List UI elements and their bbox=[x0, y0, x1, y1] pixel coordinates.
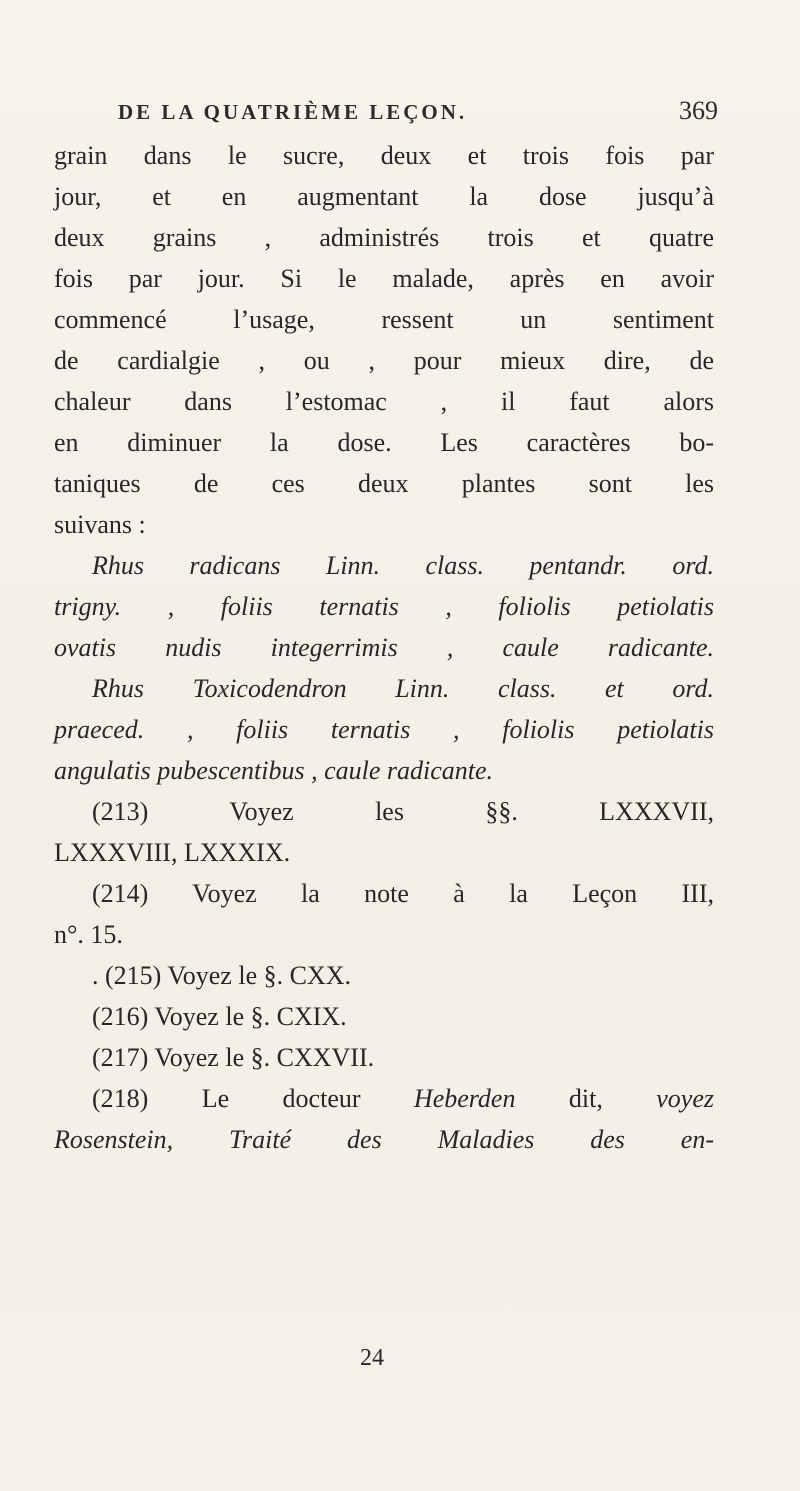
note-line: Rosenstein, Traité des Maladies des en- bbox=[54, 1125, 714, 1154]
note-line: (217) Voyez le §. CXXVII. bbox=[92, 1043, 375, 1072]
body-text bbox=[54, 135, 714, 1160]
note-218-voyez: voyez bbox=[656, 1084, 714, 1113]
text-line: chaleur dans l’estomac , il faut alors bbox=[54, 387, 714, 416]
text-line: en diminuer la dose. Les caractères bo- bbox=[54, 428, 714, 457]
signature-number: 24 bbox=[360, 1345, 384, 1371]
text-line: fois par jour. Si le malade, après en avoir bbox=[54, 264, 714, 293]
text-line: commencé l’usage, ressent un sentiment bbox=[54, 305, 714, 334]
text-line: suivans : bbox=[54, 510, 146, 539]
botanical-description-line: Rhus Toxicodendron Linn. class. et ord. bbox=[92, 674, 714, 703]
author-name: Heberden bbox=[413, 1084, 516, 1113]
note-218-mid: dit, bbox=[515, 1084, 657, 1113]
page-number: 369 bbox=[679, 96, 718, 125]
note-line-218 bbox=[54, 1078, 714, 1119]
page-header bbox=[118, 96, 718, 132]
botanical-description-line: trigny. , foliis ternatis , foliolis petiolatis bbox=[54, 592, 714, 621]
note-line: . (215) Voyez le §. CXX. bbox=[92, 961, 352, 990]
note-line: (216) Voyez le §. CXIX. bbox=[92, 1002, 347, 1031]
botanical-description-line: praeced. , foliis ternatis , foliolis petiolatis bbox=[54, 715, 714, 744]
note-218-text: (218) Le docteur bbox=[92, 1084, 414, 1113]
botanical-description-line: angulatis pubescentibus , caule radicante. bbox=[54, 756, 494, 785]
text-line: jour, et en augmentant la dose jusqu’à bbox=[54, 182, 714, 211]
botanical-description-line: Rhus radicans Linn. class. pentandr. ord. bbox=[92, 551, 714, 580]
text-line: de cardialgie , ou , pour mieux dire, de bbox=[54, 346, 714, 375]
botanical-description-line: ovatis nudis integerrimis , caule radicante. bbox=[54, 633, 714, 662]
note-line: (214) Voyez la note à la Leçon III, bbox=[92, 879, 714, 908]
text-line: deux grains , administrés trois et quatre bbox=[54, 223, 714, 252]
text-line: grain dans le sucre, deux et trois fois par bbox=[54, 141, 714, 170]
note-line: n°. 15. bbox=[54, 920, 123, 949]
note-line: LXXXVIII, LXXXIX. bbox=[54, 838, 291, 867]
text-line: taniques de ces deux plantes sont les bbox=[54, 469, 714, 498]
running-head: DE LA QUATRIÈME LEÇON. bbox=[118, 100, 468, 124]
note-line: (213) Voyez les §§. LXXXVII, bbox=[92, 797, 714, 826]
signature-mark bbox=[0, 1345, 800, 1372]
